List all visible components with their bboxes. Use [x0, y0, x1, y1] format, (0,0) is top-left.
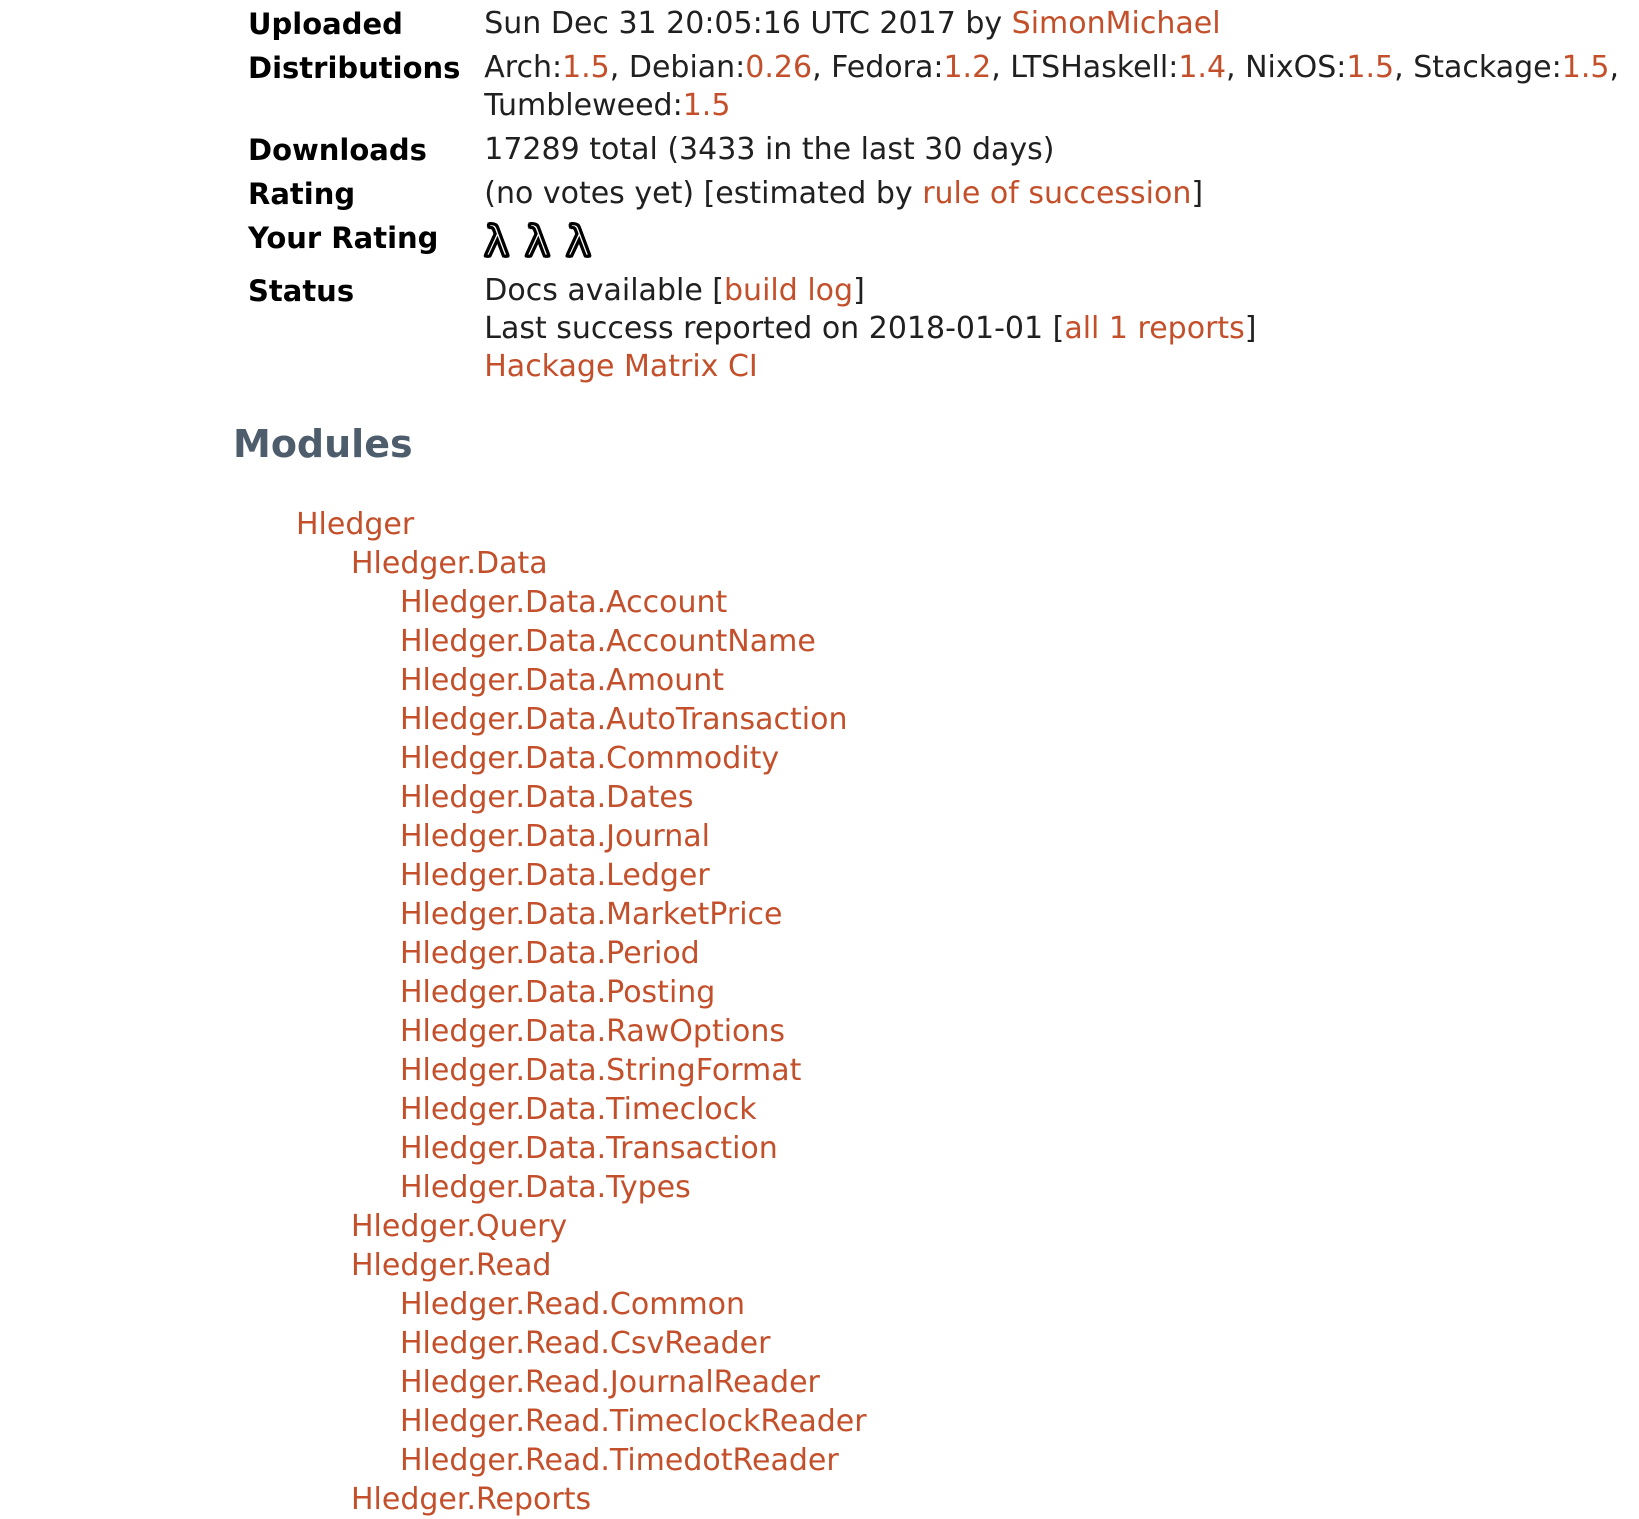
- module-tree-item: [233, 583, 1619, 622]
- all-reports-link[interactable]: all 1 reports: [1064, 311, 1245, 346]
- tumbleweed-version-link[interactable]: 1.5: [682, 88, 731, 123]
- module-tree-item: [233, 1285, 1619, 1324]
- property-value-line: [484, 49, 1619, 87]
- module-link[interactable]: Hledger.Data.Transaction: [400, 1131, 778, 1166]
- module-tree-item: [233, 1090, 1619, 1129]
- hackage-matrix-ci-link[interactable]: Hackage Matrix CI: [484, 349, 758, 384]
- text-segment: ]: [1244, 311, 1257, 346]
- property-label: Status: [248, 274, 355, 308]
- module-link[interactable]: Hledger.Data.Timeclock: [400, 1092, 757, 1127]
- rating-lambda-icon[interactable]: λ: [484, 217, 510, 266]
- module-tree: [233, 505, 1619, 1519]
- stackage-version-link[interactable]: 1.5: [1561, 50, 1610, 85]
- property-value: [484, 46, 1619, 128]
- property-value: [484, 216, 1619, 269]
- module-tree-item: [233, 1129, 1619, 1168]
- module-link[interactable]: Hledger.Data.Ledger: [400, 858, 710, 893]
- property-row: [233, 216, 1619, 269]
- property-value: [484, 128, 1619, 172]
- nixos-version-link[interactable]: 1.5: [1346, 50, 1395, 85]
- module-link[interactable]: Hledger.Read.Common: [400, 1287, 746, 1322]
- module-link[interactable]: Hledger: [296, 507, 415, 542]
- property-value-line: [484, 348, 1619, 386]
- debian-version-link[interactable]: 0.26: [745, 50, 813, 85]
- rating-lambda-icon[interactable]: λ: [565, 217, 591, 266]
- module-tree-item: [233, 1051, 1619, 1090]
- property-value-line: [484, 131, 1619, 169]
- property-value: [484, 172, 1619, 216]
- module-link[interactable]: Hledger.Read: [351, 1248, 552, 1283]
- module-link[interactable]: Hledger.Read.CsvReader: [400, 1326, 771, 1361]
- property-value: [484, 269, 1619, 389]
- build-log-link[interactable]: build log: [724, 273, 854, 308]
- property-row: [233, 128, 1619, 172]
- arch-version-link[interactable]: 1.5: [562, 50, 610, 85]
- property-value-line: [484, 175, 1619, 213]
- text-segment: ,: [1609, 50, 1619, 85]
- module-tree-item: [233, 856, 1619, 895]
- module-tree-item: [233, 622, 1619, 661]
- module-tree-item: [233, 1324, 1619, 1363]
- module-link[interactable]: Hledger.Data.AutoTransaction: [400, 702, 848, 737]
- module-tree-item: [233, 544, 1619, 583]
- module-link[interactable]: Hledger.Data.Types: [400, 1170, 691, 1205]
- module-link[interactable]: Hledger.Data.StringFormat: [400, 1053, 802, 1088]
- module-link[interactable]: Hledger.Data.Amount: [400, 663, 725, 698]
- text-segment: ]: [1191, 176, 1204, 211]
- module-link[interactable]: Hledger.Read.TimeclockReader: [400, 1404, 867, 1439]
- property-value-line: [484, 272, 1619, 310]
- module-link[interactable]: Hledger.Read.JournalReader: [400, 1365, 820, 1400]
- text-segment: , LTSHaskell:: [991, 50, 1179, 85]
- module-link[interactable]: Hledger.Data.Commodity: [400, 741, 780, 776]
- property-value: [484, 2, 1619, 46]
- property-label: Uploaded: [248, 7, 403, 41]
- module-link[interactable]: Hledger.Data.Account: [400, 585, 728, 620]
- module-link[interactable]: Hledger.Data.AccountName: [400, 624, 816, 659]
- module-link[interactable]: Hledger.Data.RawOptions: [400, 1014, 786, 1049]
- text-segment: Sun Dec 31 20:05:16 UTC 2017 by: [484, 6, 1012, 41]
- property-value-line: [484, 310, 1619, 348]
- module-tree-item: [233, 1168, 1619, 1207]
- property-label: Your Rating: [248, 221, 439, 255]
- module-tree-item: [233, 817, 1619, 856]
- module-tree-item: [233, 895, 1619, 934]
- ltshaskell-version-link[interactable]: 1.4: [1178, 50, 1227, 85]
- module-link[interactable]: Hledger.Reports: [351, 1482, 592, 1517]
- module-tree-item: [233, 1480, 1619, 1519]
- uploader-link[interactable]: SimonMichael: [1011, 6, 1221, 41]
- rule-of-succession-link[interactable]: rule of succession: [922, 176, 1192, 211]
- text-segment: (no votes yet) [estimated by: [484, 176, 923, 211]
- module-tree-item: [233, 973, 1619, 1012]
- module-tree-item: [233, 1402, 1619, 1441]
- module-tree-item: [233, 1012, 1619, 1051]
- property-label: Distributions: [248, 51, 461, 85]
- text-segment: , Debian:: [609, 50, 746, 85]
- module-tree-item: [233, 1441, 1619, 1480]
- module-link[interactable]: Hledger.Data.Posting: [400, 975, 716, 1010]
- module-link[interactable]: Hledger.Data.MarketPrice: [400, 897, 783, 932]
- property-row: [233, 2, 1619, 46]
- module-link[interactable]: Hledger.Read.TimedotReader: [400, 1443, 839, 1478]
- module-tree-item: [233, 700, 1619, 739]
- property-label: Downloads: [248, 133, 427, 167]
- modules-heading: Modules: [233, 422, 413, 466]
- property-row: [233, 269, 1619, 389]
- module-tree-item: [233, 505, 1619, 544]
- package-properties-table: [233, 2, 1619, 389]
- module-tree-item: [233, 1207, 1619, 1246]
- text-segment: ]: [853, 273, 865, 308]
- text-segment: Last success reported on 2018-01-01 [: [484, 311, 1065, 346]
- module-tree-item: [233, 661, 1619, 700]
- module-tree-item: [233, 934, 1619, 973]
- property-row: [233, 172, 1619, 216]
- module-tree-item: [233, 778, 1619, 817]
- module-tree-item: [233, 1363, 1619, 1402]
- module-link[interactable]: Hledger.Query: [351, 1209, 568, 1244]
- module-link[interactable]: Hledger.Data.Period: [400, 936, 700, 971]
- text-segment: , NixOS:: [1226, 50, 1347, 85]
- text-segment: , Fedora:: [812, 50, 944, 85]
- text-segment: Docs available [: [484, 273, 725, 308]
- text-segment: , Stackage:: [1394, 50, 1562, 85]
- text-segment: 17289 total (3433 in the last 30 days): [484, 132, 1055, 167]
- text-segment: Tumbleweed:: [484, 88, 683, 123]
- rating-lambda-icon[interactable]: λ: [525, 217, 550, 266]
- module-link[interactable]: Hledger.Data: [351, 546, 548, 581]
- property-value-line: [484, 5, 1619, 43]
- module-tree-item: [233, 1246, 1619, 1285]
- module-link[interactable]: Hledger.Data.Dates: [400, 780, 694, 815]
- module-tree-item: [233, 739, 1619, 778]
- property-value-line: [484, 87, 1619, 125]
- text-segment: Arch:: [484, 50, 563, 85]
- module-link[interactable]: Hledger.Data.Journal: [400, 819, 710, 854]
- property-label: Rating: [248, 177, 356, 211]
- property-row: [233, 46, 1619, 128]
- fedora-version-link[interactable]: 1.2: [943, 50, 992, 85]
